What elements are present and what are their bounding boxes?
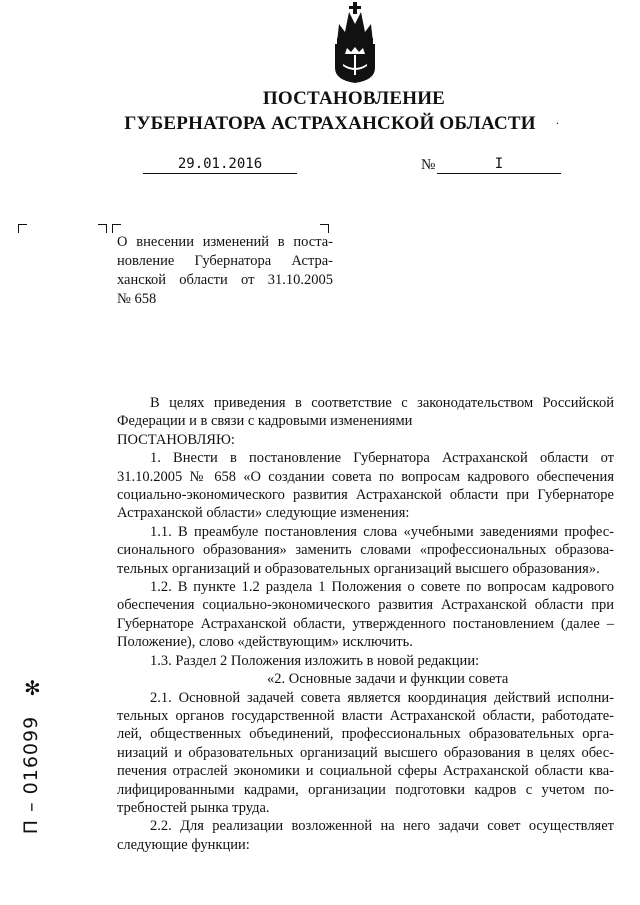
- document-subject: [117, 233, 333, 309]
- body-line: Положение), слово «действующим» исключить.: [117, 634, 413, 651]
- body-line: сионального образования» заменить словами «профессиональных образова-: [117, 542, 614, 559]
- body-line: социально-экономического развития Астраханской области при Губернаторе: [117, 487, 614, 504]
- document-body: [117, 394, 614, 854]
- subject-line: О внесении изменений в поста-: [117, 234, 333, 250]
- corner-mark: [98, 224, 107, 233]
- body-line: печения отраслей экономики и социальной сферы Астраханской области ква-: [117, 763, 614, 780]
- body-line: тельных организаций и образовательных организаций высшего образования».: [117, 560, 600, 577]
- body-line: ПОСТАНОВЛЯЮ:: [117, 431, 235, 448]
- body-line: В целях приведения в соответствие с законодательством Российской: [150, 395, 614, 411]
- document-title: ПОСТАНОВЛЕНИЕ: [262, 88, 446, 109]
- corner-mark: [18, 224, 27, 233]
- body-line: Федерации и в связи с кадровыми изменениями: [117, 413, 413, 430]
- body-line: обеспечения социально-экономического развития Астраханской области при: [117, 597, 614, 614]
- registration-stamp: [16, 676, 46, 870]
- body-line: 2.1. Основной задачей совета является координация действий исполни-: [150, 689, 614, 706]
- body-line: 1.3. Раздел 2 Положения изложить в новой редакции:: [150, 652, 480, 669]
- document-number: I: [437, 156, 561, 174]
- section-heading: «2. Основные задачи и функции совета: [267, 671, 509, 688]
- document-issuer: ГУБЕРНАТОРА АСТРАХАНСКОЙ ОБЛАСТИ: [124, 113, 536, 134]
- body-line: лей, общественных объединений, профессиональных образовательных орга-: [117, 726, 614, 743]
- body-line: тельных органов государственной власти Астраханской области, работодате-: [117, 707, 614, 724]
- body-line: 1.1. В преамбуле постановления слова «учебными заведениями профес-: [150, 523, 614, 540]
- corner-mark: [112, 224, 121, 233]
- coat-of-arms-icon: [327, 2, 383, 84]
- asterisk-icon: ✻: [24, 676, 41, 700]
- corner-mark: [320, 224, 329, 233]
- body-line: низаций и образовательных организаций высшего образования в целях обес-: [117, 744, 614, 761]
- subject-line: ханской области от 31.10.2005: [117, 272, 333, 288]
- number-label: №: [421, 157, 436, 173]
- registration-number: П – 016099: [20, 715, 42, 835]
- body-line: требностей рынка труда.: [117, 799, 270, 816]
- body-line: 1. Внести в постановление Губернатора Астраханской области от: [150, 450, 614, 467]
- subject-line: № 658: [117, 291, 157, 307]
- body-line: 31.10.2005 № 658 «О создании совета по вопросам кадрового обеспечения: [117, 468, 614, 485]
- document-date: 29.01.2016: [143, 156, 297, 174]
- body-line: Астраханской области» следующие изменения:: [117, 505, 410, 522]
- subject-line: новление Губернатора Астра-: [117, 253, 333, 269]
- body-line: лифицированными кадрами, организации подготовки кадров с учетом по-: [117, 781, 614, 798]
- title-dot: .: [556, 113, 559, 127]
- body-line: 2.2. Для реализации возложенной на него задачи совет осуществляет: [150, 818, 614, 835]
- body-line: 1.2. В пункте 1.2 раздела 1 Положения о совете по вопросам кадрового: [150, 579, 614, 596]
- body-line: следующие функции:: [117, 836, 250, 853]
- body-line: Губернаторе Астраханской области, утвержденного постановлением (далее –: [117, 615, 614, 632]
